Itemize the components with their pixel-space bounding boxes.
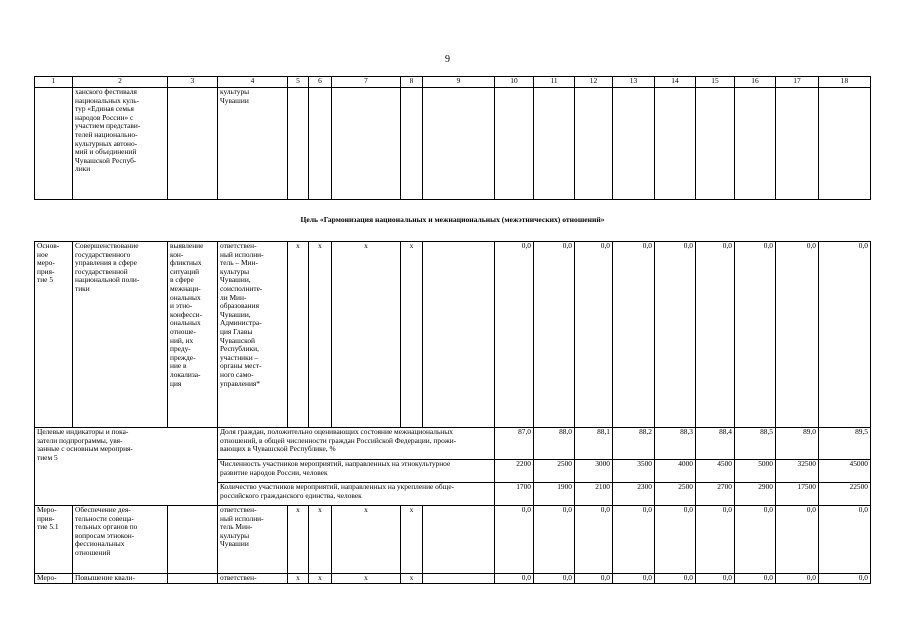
x-mark: x [309, 242, 332, 428]
value-cell: 0,0 [495, 506, 534, 574]
col-header-14: 14 [655, 77, 696, 88]
indicator-row [35, 428, 871, 460]
continued-event-name: ханского фестиваля национальных куль- тур «Единая семья народов России» с участием представи- телей национально- культурных автоно- мий и объединений Чувашской Респуб- лики [73, 88, 168, 200]
main-event-purpose: выявление кон- фликтных ситуаций в сфере межнаци- ональных и этно- конфесси- ональных отноше- ний, их преду- прежде- ние в локализа- ция [168, 242, 218, 428]
x-mark: x [401, 506, 423, 574]
col-header-6: 6 [309, 77, 332, 88]
col-header-15: 15 [696, 77, 735, 88]
indicator-value: 45000 [819, 460, 871, 483]
indicator-value: 4000 [655, 460, 696, 483]
indicator-value: 4500 [696, 460, 735, 483]
x-mark: x [332, 506, 401, 574]
value-cell: 0,0 [819, 242, 871, 428]
indicator-value: 1700 [495, 483, 534, 506]
indicator-value: 32500 [776, 460, 819, 483]
indicator-value: 3500 [613, 460, 655, 483]
value-cell: 0,0 [613, 242, 655, 428]
col-header-7: 7 [332, 77, 401, 88]
indicator-value: 2200 [495, 460, 534, 483]
indicator-value: 88,0 [534, 428, 575, 460]
indicator-name: Доля граждан, положительно оценивающих состояние межнациональных отношений, в общей численности граждан Российской Федерации, прожи- вающих в Чувашской Республике, % [218, 428, 495, 460]
indicator-value: 2900 [735, 483, 776, 506]
indicator-value: 88,2 [613, 428, 655, 460]
continued-row [35, 88, 871, 200]
value-cell: 0,0 [696, 242, 735, 428]
indicator-value: 2100 [575, 483, 613, 506]
indicator-value: 87,0 [495, 428, 534, 460]
indicator-value: 88,4 [696, 428, 735, 460]
main-event-5-row [35, 242, 871, 428]
col-header-17: 17 [776, 77, 819, 88]
value-cell: 0,0 [735, 506, 776, 574]
value-cell: 0,0 [735, 574, 776, 584]
col-header-13: 13 [613, 77, 655, 88]
col-header-5: 5 [288, 77, 309, 88]
value-cell: 0,0 [534, 242, 575, 428]
value-cell: 0,0 [534, 574, 575, 584]
col-header-9: 9 [423, 77, 495, 88]
x-mark: x [332, 242, 401, 428]
x-mark: x [288, 574, 309, 584]
indicator-value: 88,1 [575, 428, 613, 460]
value-cell: 0,0 [655, 506, 696, 574]
page-number: 9 [445, 54, 450, 65]
value-cell: 0,0 [613, 506, 655, 574]
program-table [34, 76, 871, 584]
col-header-16: 16 [735, 77, 776, 88]
indicator-name: Количество участников мероприятий, направленных на укрепление обще- российского гражданского единства, человек [218, 483, 495, 506]
event-5-1-code: Меро- прия- тие 5.1 [35, 506, 73, 574]
indicator-value: 17500 [776, 483, 819, 506]
col-header-12: 12 [575, 77, 613, 88]
main-event-executor: ответствен- ный исполни- тель – Мин- культуры Чувашии, соисполните- ли Мин- образования Чувашии, Администра- ция Главы Чувашской Республики, участники – органы мест- ного само- управления* [218, 242, 288, 428]
event-next-executor: ответствен- [218, 574, 288, 584]
continued-executor: культуры Чувашии [218, 88, 288, 200]
col-header-2: 2 [73, 77, 168, 88]
value-cell: 0,0 [575, 574, 613, 584]
indicator-name: Численность участников мероприятий, направленных на этнокультурное развитие народов России, человек [218, 460, 495, 483]
indicator-value: 2300 [613, 483, 655, 506]
value-cell: 0,0 [696, 506, 735, 574]
x-mark: x [288, 242, 309, 428]
col-header-18: 18 [819, 77, 871, 88]
indicator-value: 3000 [575, 460, 613, 483]
indicator-value: 88,5 [735, 428, 776, 460]
value-cell: 0,0 [696, 574, 735, 584]
event-next-name: Повышение квали- [73, 574, 168, 584]
x-mark: x [309, 506, 332, 574]
x-mark: x [332, 574, 401, 584]
value-cell: 0,0 [495, 574, 534, 584]
main-event-name: Совершенствование государственного управления в сфере государственной национальной поли- тики [73, 242, 168, 428]
indicator-value: 2500 [655, 483, 696, 506]
value-cell: 0,0 [575, 242, 613, 428]
indicator-value: 88,3 [655, 428, 696, 460]
event-next-row [35, 574, 871, 584]
value-cell: 0,0 [819, 506, 871, 574]
x-mark: x [401, 242, 423, 428]
value-cell: 0,0 [819, 574, 871, 584]
col-header-4: 4 [218, 77, 288, 88]
indicator-value: 89,0 [776, 428, 819, 460]
indicator-value: 1900 [534, 483, 575, 506]
value-cell: 0,0 [655, 242, 696, 428]
goal-row [35, 200, 871, 242]
column-numbers-row [35, 77, 871, 88]
main-event-code: Основ- ное меро- прия- тие 5 [35, 242, 73, 428]
indicator-value: 22500 [819, 483, 871, 506]
event-5-1-executor: ответствен- ный исполни- тель Мин- культуры Чувашии [218, 506, 288, 574]
value-cell: 0,0 [655, 574, 696, 584]
col-header-8: 8 [401, 77, 423, 88]
event-5-1-row [35, 506, 871, 574]
x-mark: x [309, 574, 332, 584]
value-cell: 0,0 [613, 574, 655, 584]
indicator-value: 5000 [735, 460, 776, 483]
value-cell: 0,0 [776, 574, 819, 584]
value-cell: 0,0 [735, 242, 776, 428]
value-cell: 0,0 [495, 242, 534, 428]
value-cell: 0,0 [575, 506, 613, 574]
col-header-10: 10 [495, 77, 534, 88]
goal-heading: Цель «Гармонизация национальных и межнациональных (межэтнических) отношений» [35, 200, 871, 242]
indicators-label: Целевые индикаторы и пока- затели подпрограммы, увя- занные с основным мероприя- тием 5 [35, 428, 218, 506]
indicator-value: 2700 [696, 483, 735, 506]
indicator-value: 89,5 [819, 428, 871, 460]
event-5-1-name: Обеспечение дея- тельности совеща- тельных органов по вопросам этнокон- фессиональных отношений [73, 506, 168, 574]
x-mark: x [288, 506, 309, 574]
col-header-11: 11 [534, 77, 575, 88]
col-header-3: 3 [168, 77, 218, 88]
x-mark: x [401, 574, 423, 584]
col-header-1: 1 [35, 77, 73, 88]
value-cell: 0,0 [776, 242, 819, 428]
indicator-value: 2500 [534, 460, 575, 483]
value-cell: 0,0 [776, 506, 819, 574]
event-next-code: Меро- [35, 574, 73, 584]
value-cell: 0,0 [534, 506, 575, 574]
